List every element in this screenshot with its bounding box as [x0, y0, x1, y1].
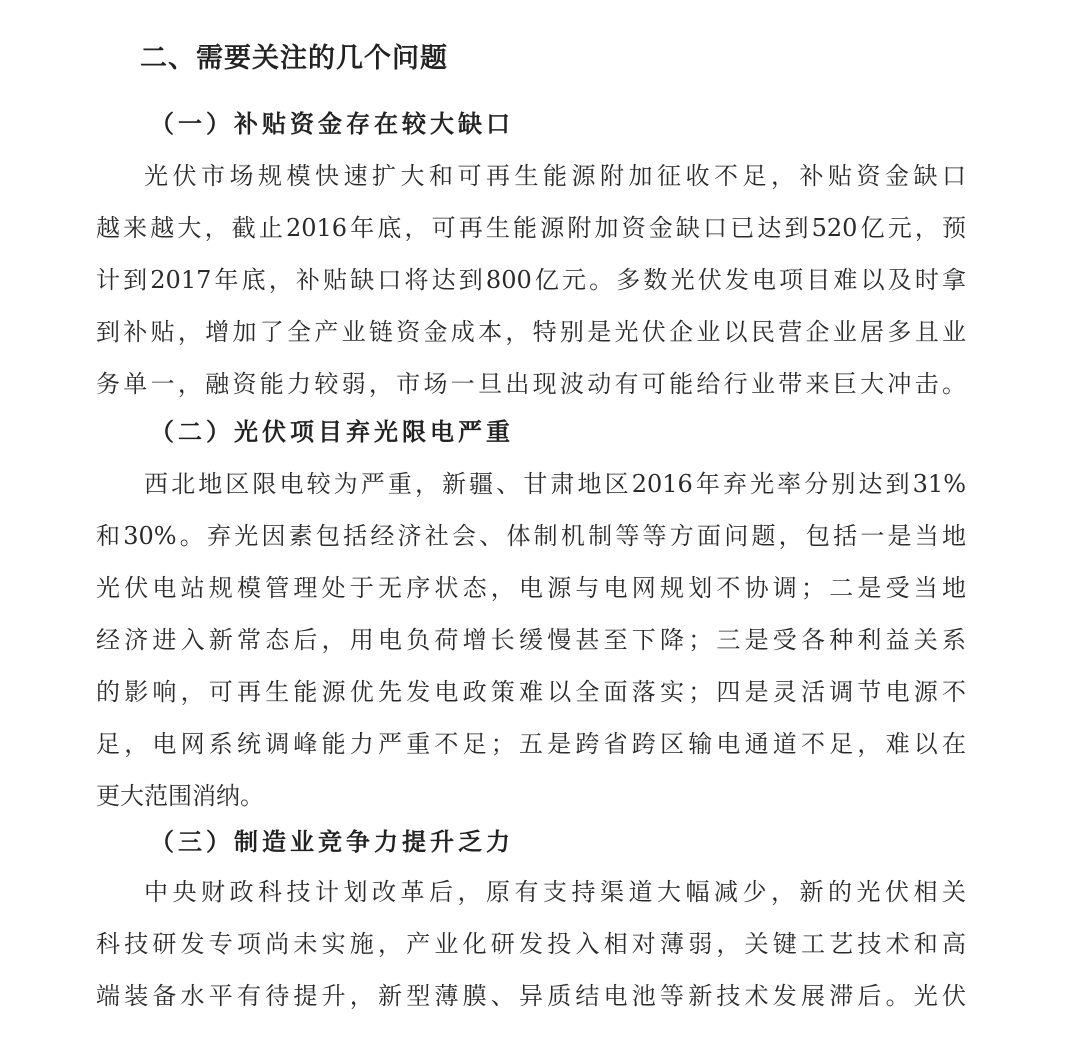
paragraph-line: 到补贴，增加了全产业链资金成本，特别是光伏企业以民营企业居多且业 [96, 318, 966, 346]
paragraph-line: 西北地区限电较为严重，新疆、甘肃地区2016年弃光率分别达到31% [144, 470, 966, 498]
paragraph-line: 和30%。弃光因素包括经济社会、体制机制等等方面问题，包括一是当地 [96, 522, 966, 550]
paragraph-line: 越来越大，截止2016年底，可再生能源附加资金缺口已达到520亿元，预 [96, 214, 966, 242]
paragraph-line: 更大范围消纳。 [96, 782, 264, 810]
paragraph-line: 经济进入新常态后，用电负荷增长缓慢甚至下降；三是受各种利益关系 [96, 626, 966, 654]
paragraph-line: 光伏市场规模快速扩大和可再生能源附加征收不足，补贴资金缺口 [144, 162, 966, 190]
paragraph-line: 足，电网系统调峰能力严重不足；五是跨省跨区输电通道不足，难以在 [96, 730, 966, 758]
subsection-heading-2: （二）光伏项目弃光限电严重 [150, 417, 514, 446]
paragraph-line: 务单一，融资能力较弱，市场一旦出现波动有可能给行业带来巨大冲击。 [96, 370, 966, 398]
paragraph-line: 中央财政科技计划改革后，原有支持渠道大幅减少，新的光伏相关 [144, 878, 966, 906]
section-title: 二、需要关注的几个问题 [140, 43, 448, 74]
subsection-heading-1: （一）补贴资金存在较大缺口 [150, 109, 514, 138]
subsection-paragraph-2 [96, 458, 966, 822]
paragraph-line: 计到2017年底，补贴缺口将达到800亿元。多数光伏发电项目难以及时拿 [96, 266, 966, 294]
paragraph-line: 端装备水平有待提升，新型薄膜、异质结电池等新技术发展滞后。光伏 [96, 982, 966, 1010]
paragraph-line: 科技研发专项尚未实施，产业化研发投入相对薄弱，关键工艺技术和高 [96, 930, 966, 958]
paragraph-line: 光伏电站规模管理处于无序状态，电源与电网规划不协调；二是受当地 [96, 574, 966, 602]
subsection-heading-3: （三）制造业竞争力提升乏力 [150, 827, 514, 856]
paragraph-line: 的影响，可再生能源优先发电政策难以全面落实；四是灵活调节电源不 [96, 678, 966, 706]
subsection-paragraph-3 [96, 866, 966, 1022]
subsection-paragraph-1 [96, 150, 966, 410]
